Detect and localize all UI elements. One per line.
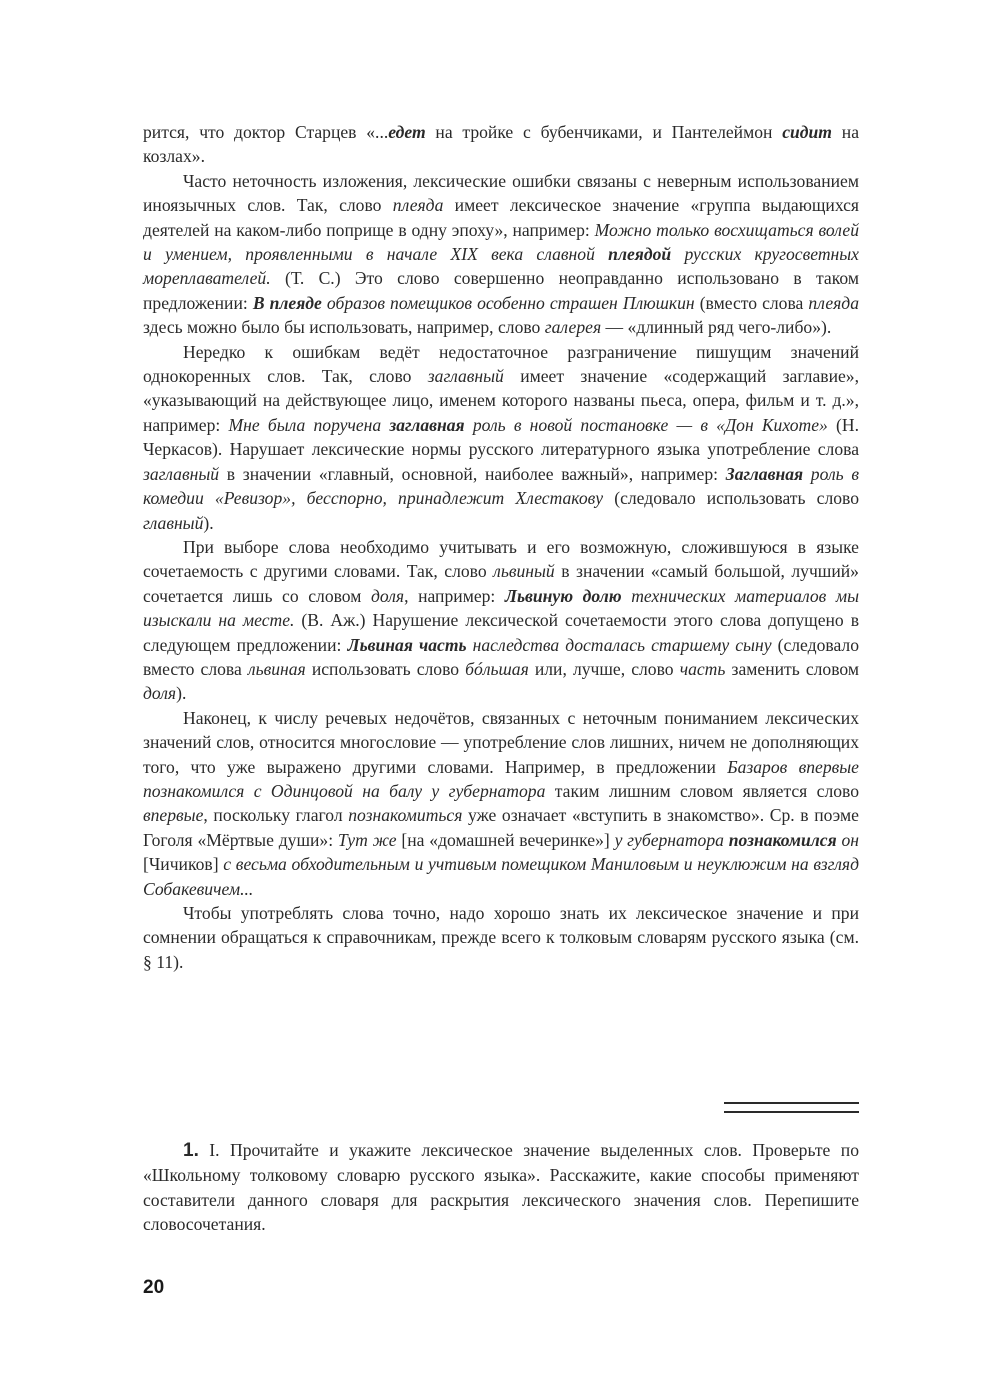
term: главный — [143, 512, 204, 533]
text-run: Нередко к ошибкам ведёт недостаточное разграничение пишущим значений однокоренных слов. Так, слово — [143, 341, 859, 387]
text-run: (следовало использовать слово — [603, 488, 860, 509]
exercise-number: 1. — [183, 1140, 199, 1161]
text-run: здесь можно было бы использовать, например, слово — [143, 317, 545, 338]
text-run: (вместо слова — [694, 292, 809, 313]
text-run: , например: — [404, 585, 505, 606]
term: доля — [143, 683, 177, 704]
key-word: плеядой — [608, 244, 672, 265]
term: познакомиться — [348, 805, 463, 826]
term: доля — [370, 585, 405, 606]
key-word: Заглавная — [725, 463, 804, 484]
text-run: в значении «самый большой, лучший» сочетается лишь со словом — [143, 561, 859, 606]
text-run: или, лучше, слово — [528, 658, 680, 679]
paragraph-4 — [143, 535, 859, 706]
example: с весьма обходительным и учтивым помещиком Маниловым и неуклюжим на взгляд Собакевичем... — [143, 854, 859, 899]
text-run: на козлах». — [143, 122, 859, 167]
text-run: (следовало вместо слова — [143, 634, 859, 679]
term: заглавный — [427, 366, 504, 387]
example: роль в комедии «Ревизор», бесспорно, принадлежит Хлестакову — [143, 463, 859, 509]
example: технических материалов мы изыскали на месте. — [143, 585, 859, 631]
text-run: ). — [203, 512, 214, 533]
text-run: (Н. Черкасов). Нарушает лексические нормы русского литературного языка употребление слова — [143, 414, 859, 460]
example: русских кругосветных мореплавателей. — [143, 244, 859, 289]
term: львиный — [493, 561, 555, 582]
paragraph-2 — [143, 169, 859, 340]
text-run: (Т. С.) Это слово совершенно неоправданно использовано в таком предложении: — [143, 268, 859, 313]
exercise-1 — [143, 1138, 859, 1237]
example: Можно только восхищаться волей и умением, проявленными в начале XIX века славной — [143, 219, 859, 265]
section-divider — [724, 1102, 859, 1113]
example: наследства досталась старшему сыну — [466, 634, 772, 655]
example: Тут же — [337, 829, 397, 850]
term: часть — [679, 658, 726, 679]
term: плеяда — [808, 292, 859, 313]
exercise-text: I. Прочитайте и укажите лексическое значение выделенных слов. Проверьте по «Школьному толковому словарю русского языка». Расскажите, какие способы применяют составители данного словаря для раскрытия лексического значения слов. Перепишите словосочетания. — [143, 1140, 859, 1235]
key-word: Львиная часть — [347, 634, 467, 655]
text-run: Чтобы употреблять слова точно, надо хорошо знать их лексическое значение и при сомнении обращаться к справочникам, прежде всего к толковым словарям русского языка (см. § 11). — [143, 903, 859, 972]
paragraph-3 — [143, 340, 859, 535]
text-run: Наконец, к числу речевых недочётов, связанных с неточным пониманием лексических значений слов, относится многословие — употребление слов лишних, ничем не дополняющих того, что уже выражено другими словами. Например, в предложении — [143, 707, 859, 777]
key-word: сидит — [782, 122, 832, 142]
text-run: уже означает «вступить в знакомство». Ср. в поэме Гоголя «Мёртвые души»: — [143, 805, 859, 850]
example: образов помещиков особенно страшен Плюшкин — [321, 292, 695, 313]
paragraph-6 — [143, 901, 859, 974]
paragraph-5 — [143, 706, 859, 901]
key-word: Львиную долю — [504, 585, 622, 606]
example: он — [836, 829, 859, 850]
example: роль в новой постановке — в «Дон Кихоте» — [464, 414, 828, 435]
text-run: рится, что доктор Старцев «... — [143, 122, 389, 142]
text-run: [Чичиков] — [143, 854, 224, 875]
key-word: заглавная — [389, 414, 465, 435]
term: львиная — [247, 658, 306, 679]
text-run: Часто неточность изложения, лексические ошибки связаны с неверным использованием иноязычных слов. Так, слово — [143, 170, 859, 216]
text-run: имеет лексическое значение «группа выдающихся деятелей на каком-либо поприще в одну эпоху», например: — [143, 195, 860, 240]
text-run: в значении «главный, основной, наиболее важный», например: — [219, 463, 726, 484]
paragraph-1 — [143, 120, 859, 169]
example: Базаров впервые познакомился с Одинцовой на балу у губернатора — [143, 756, 859, 801]
key-word: В плеяде — [252, 292, 322, 313]
example: Мне была поручена — [228, 414, 390, 435]
text-run: При выборе слова необходимо учитывать и его возможную, сложившуюся в языке сочетаемость с другими словами. Так, слово — [143, 536, 859, 582]
term: впервые — [143, 805, 204, 826]
text-run: [на «домашней вечеринке»] — [396, 829, 615, 850]
text-run: (В. Аж.) Нарушение лексической сочетаемости этого слова допущено в следующем предложении: — [143, 610, 860, 655]
key-word: познакомился — [728, 829, 837, 850]
term: плеяда — [392, 195, 444, 216]
text-run: имеет значение «содержащий заглавие», «указывающий на действующее лицо, именем которого названы пьеса, опера, фильм и т. д.», например: — [143, 366, 859, 435]
term: бóльшая — [465, 658, 529, 679]
main-text — [143, 120, 859, 974]
term: галерея — [544, 317, 602, 338]
term: заглавный — [143, 463, 220, 484]
text-run: — «длинный ряд чего-либо»). — [601, 317, 832, 338]
text-run: на тройке с бубенчиками, и Пантелеймон — [425, 122, 783, 142]
example: у губернатора — [614, 829, 729, 850]
text-run: таким лишним словом является слово — [545, 780, 860, 801]
page-number: 20 — [143, 1277, 165, 1298]
text-run: использовать слово — [305, 658, 466, 679]
key-word: едет — [388, 122, 426, 142]
text-run: , поскольку глагол — [203, 805, 349, 826]
text-run: заменить словом — [725, 658, 859, 679]
text-run: ). — [176, 683, 187, 704]
